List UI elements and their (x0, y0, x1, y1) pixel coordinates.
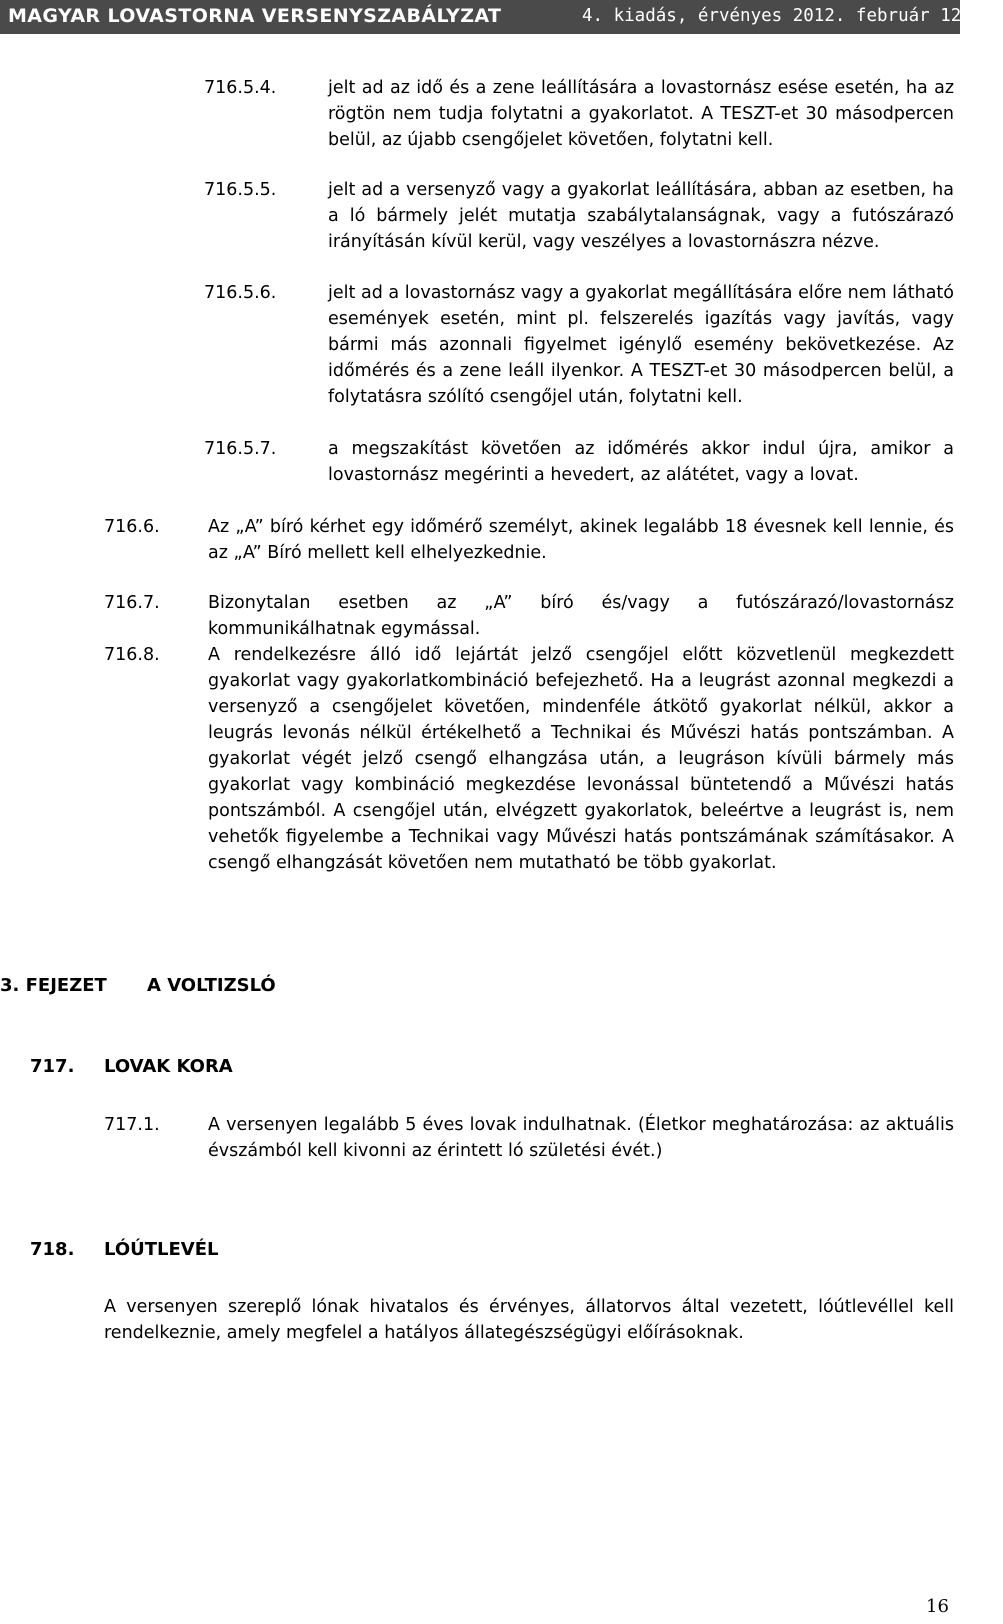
rule-text: A rendelkezésre álló idő lejártát jelző csengőjel előtt közvetlenül megkezdett gyakorlat vagy gyakorlatkombináció befejezhető. Ha a leugrást azonnal megkezdi a versenyző a csengőjelet követően, mindenféle átkötő gyakorlat nélkül, akkor a leugrás levonás nélkül értékelhető a Technikai és Művészi hatás pontszámban. A gyakorlat végét jelző csengő elhangzása után, a leugráson kívüli bármely más gyakorlat vagy kombináció megkezdése levonással büntetendő a Művészi hatás pontszámból. A csengőjel után, elvégzett gyakorlatok, beleértve a leugrást is, nem vehetők figyelembe a Technikai vagy Művészi hatás pontszámának számításakor. A csengő elhangzását követően nem mutatható be több gyakorlat. (208, 645, 954, 873)
page-number: 16 (926, 1596, 949, 1617)
section-title: LOVAK KORA (104, 1056, 233, 1077)
rule-text: jelt ad az idő és a zene leállítására a lovastornász esése esetén, ha az rögtön nem tudja folytatni a gyakorlatot. A TESZT-et 30 másodpercen belül, az újabb csengőjelet követően, folytatni kell. (328, 78, 954, 150)
rule-number: 716.5.4. (204, 78, 277, 98)
section-title: LÓÚTLEVÉL (104, 1239, 219, 1260)
rule-text: a megszakítást követően az időmérés akkor indul újra, amikor a lovastornász megérinti a hevedert, az alátétet, vagy a lovat. (328, 439, 954, 485)
rule-number: 716.5.7. (204, 439, 277, 459)
section-number: 717. (30, 1056, 75, 1077)
rule-text: jelt ad a lovastornász vagy a gyakorlat megállítására előre nem látható események esetén, mint pl. felszerelés igazítás vagy javítás, vagy bármi más azonnali figyelmet igénylő esemény bekövetkezése. Az időmérés és a zene leáll ilyenkor. A TESZT-et 30 másodpercen belül, a folytatásra szólító csengőjel után, folytatni kell. (328, 283, 954, 407)
chapter-title: A VOLTIZSLÓ (147, 975, 276, 996)
page-header (0, 0, 1003, 34)
rule-text: jelt ad a versenyző vagy a gyakorlat leállítására, abban az esetben, ha a ló bármely jelét mutatja szabálytalanságnak, vagy a futószárazó irányításán kívül kerül, vagy veszélyes a lovastornászra nézve. (328, 180, 954, 252)
rule-number: 716.5.6. (204, 283, 277, 303)
edition-info: 4. kiadás, érvényes 2012. február 12-től (582, 6, 1003, 26)
rule-number: 716.8. (104, 645, 160, 665)
document-title: MAGYAR LOVASTORNA VERSENYSZABÁLYZAT (8, 5, 502, 27)
rule-text: Az „A” bíró kérhet egy időmérő személyt, akinek legalább 18 évesnek kell lennie, és az „A” Bíró mellett kell elhelyezkednie. (208, 517, 954, 563)
rule-text: A versenyen legalább 5 éves lovak indulhatnak. (Életkor meghatározása: az aktuális évszámból kell kivonni az érintett ló születési évét.) (208, 1115, 954, 1161)
rule-number: 716.5.5. (204, 180, 277, 200)
rule-number: 716.6. (104, 517, 160, 537)
rule-number: 717.1. (104, 1115, 160, 1135)
chapter-label: 3. FEJEZET (0, 975, 107, 996)
rule-text: Bizonytalan esetben az „A” bíró és/vagy a futószárazó/lovastornász kommunikálhatnak egymással. (208, 593, 954, 639)
rule-number: 716.7. (104, 593, 160, 613)
section-718-text: A versenyen szereplő lónak hivatalos és érvényes, állatorvos által vezetett, lóútlevéllel kell rendelkeznie, amely megfelel a hatályos állategészségügyi előírásoknak. (104, 1297, 954, 1343)
section-number: 718. (30, 1239, 75, 1260)
